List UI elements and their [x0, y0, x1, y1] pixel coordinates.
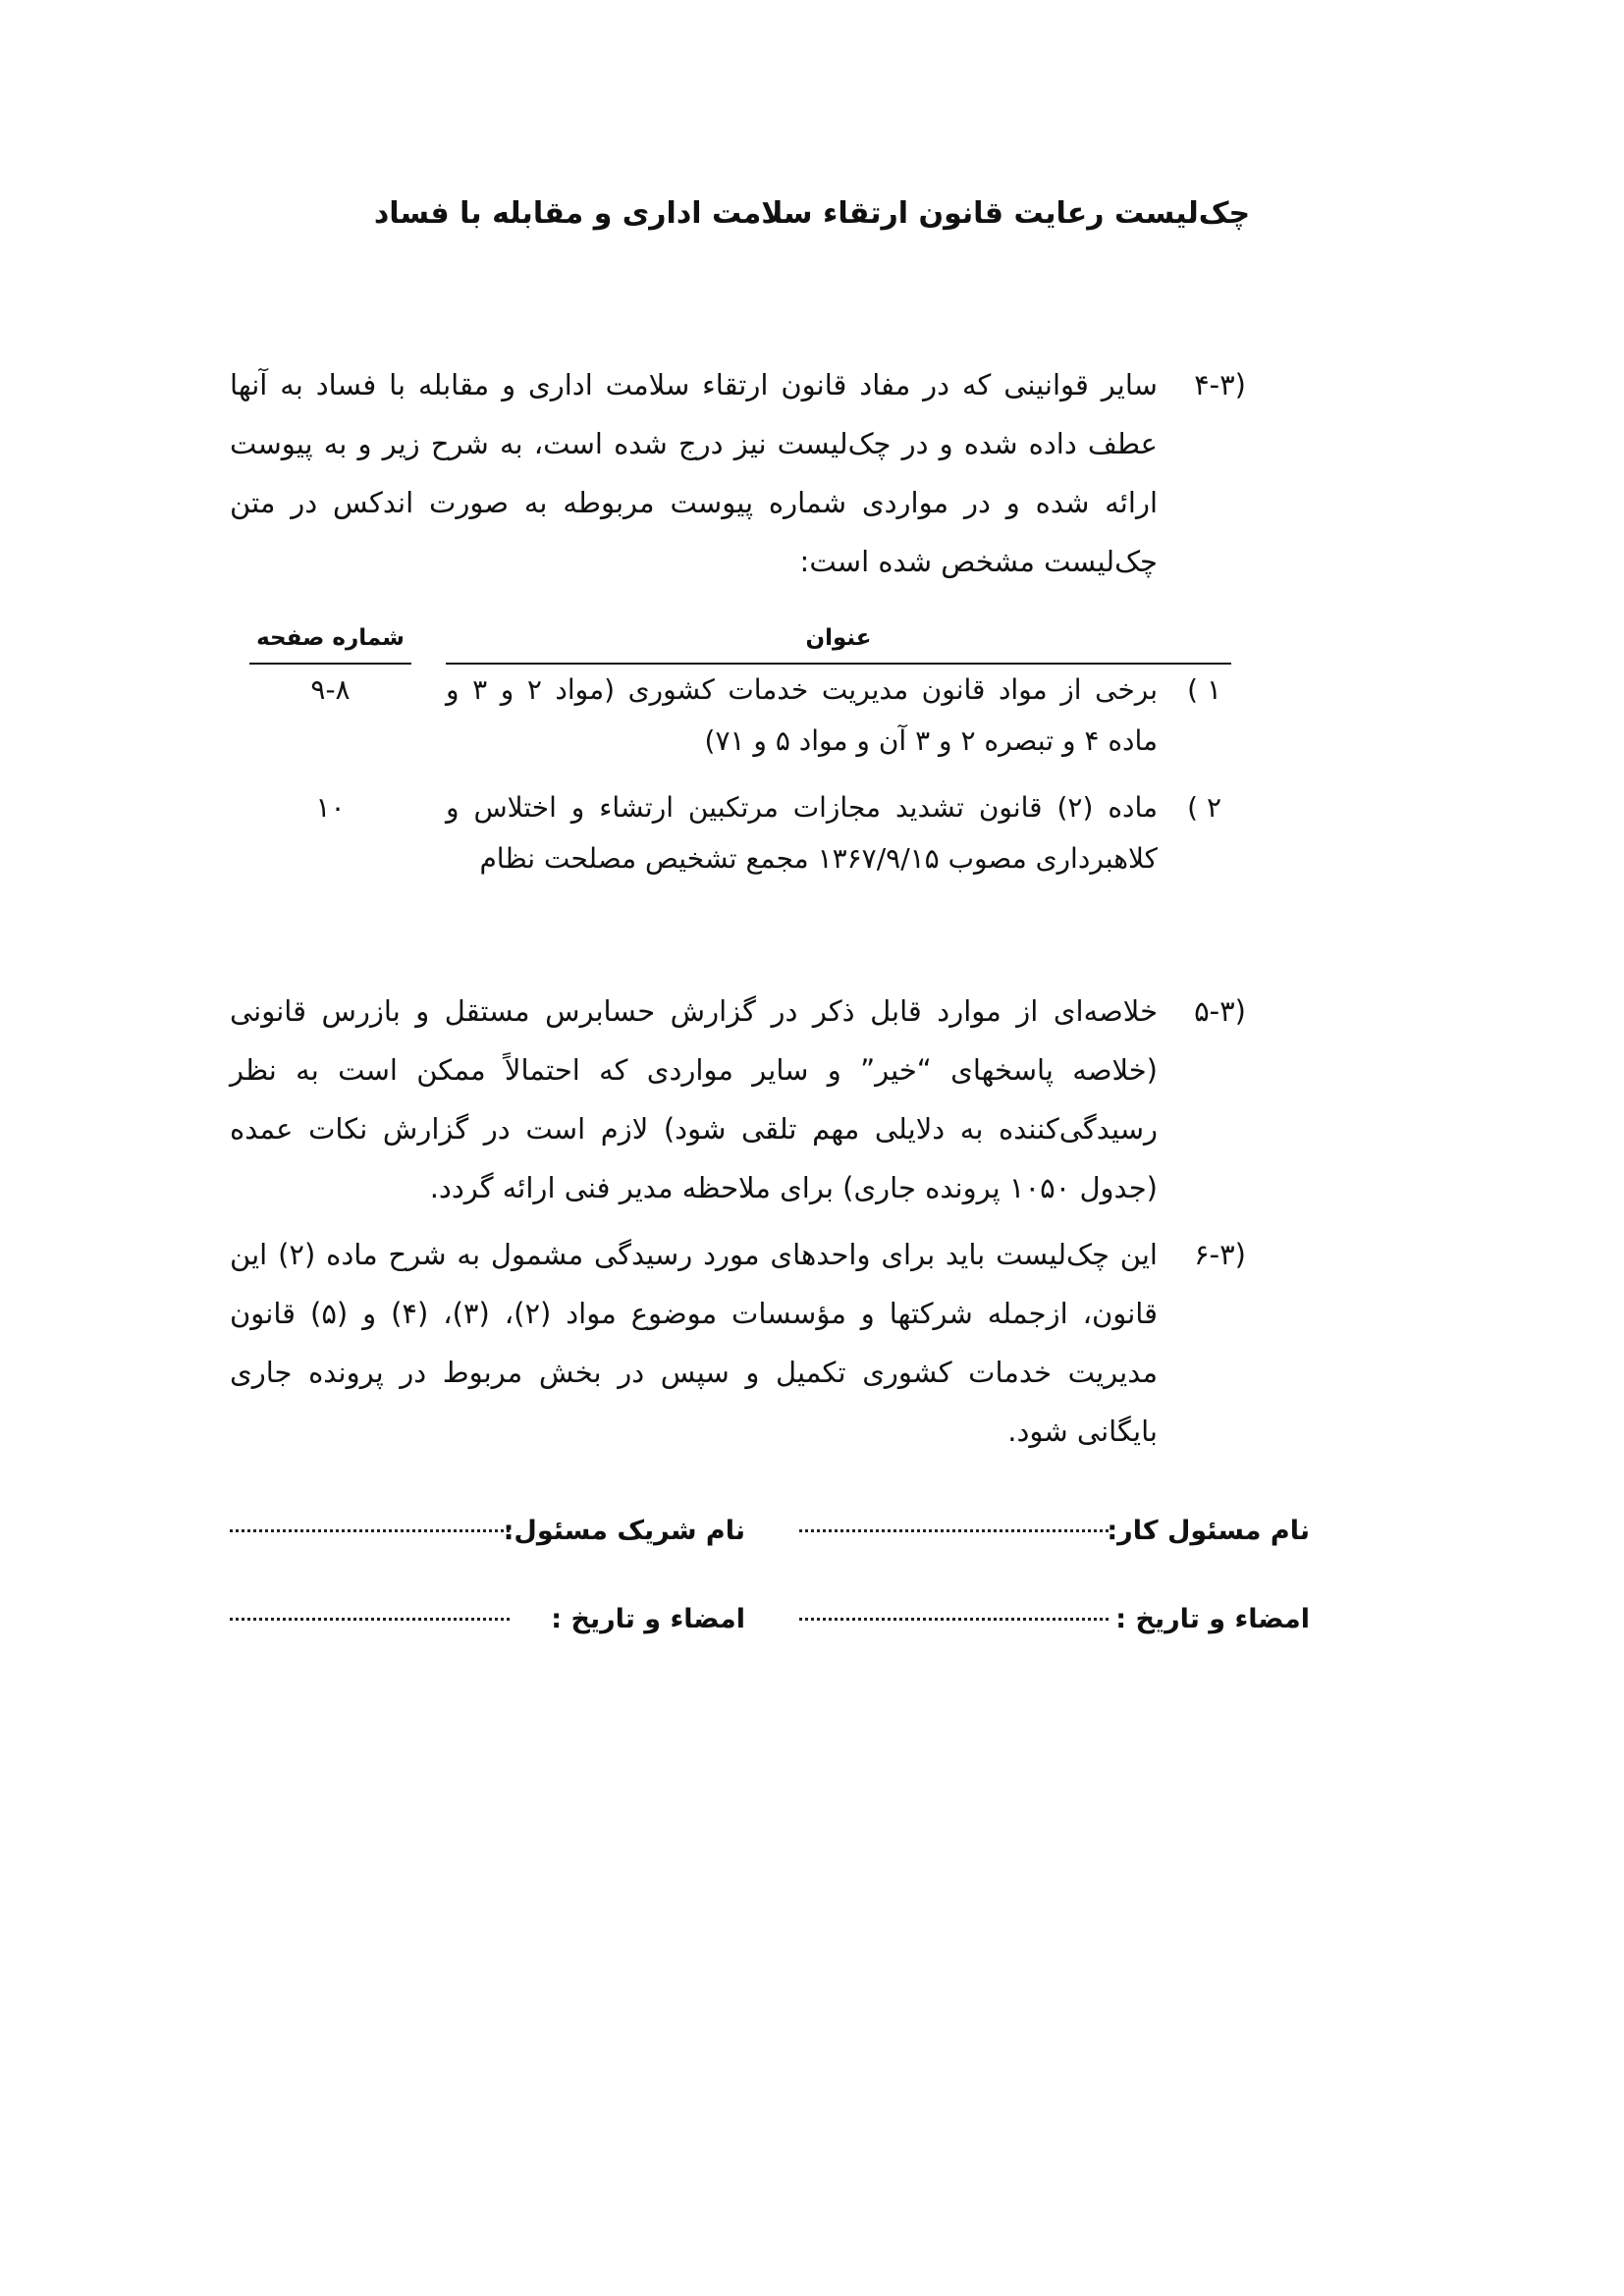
section-number: ۶-۳) [1194, 1238, 1246, 1271]
section-3-5 [230, 982, 1246, 1217]
page-title: چک‌لیست رعایت قانون ارتقاء سلامت اداری و مقابله با فساد [373, 196, 1251, 231]
section-number: ۵-۳) [1194, 994, 1246, 1028]
section-3-6 [230, 1225, 1246, 1461]
partner-name-field[interactable] [230, 1529, 510, 1532]
section-text: خلاصه‌ای از موارد قابل ذکر در گزارش حسابرس مستقل و بازرس قانونی (خلاصه پاسخهای “خیر” و سایر مواردی که احتمالاً ممکن است به نظر رسیدگی‌کننده به دلایلی مهم تلقی شود) لازم است در گزارش نکات عمده (جدول ۱۰۵۰ پرونده جاری) برای ملاحظه مدیر فنی ارائه گردد. [230, 994, 1158, 1204]
signature-row-names [230, 1502, 1310, 1561]
partner-sign-date-field[interactable] [230, 1618, 510, 1621]
row-page: ۹-۸ [310, 673, 351, 706]
row-title: برخی از مواد قانون مدیریت خدمات کشوری (مواد ۲ و ۳ و ماده ۴ و تبصره ۲ و ۳ آن و مواد ۵ و ۷۱) [446, 673, 1159, 757]
section-text: این چک‌لیست باید برای واحدهای مورد رسیدگی مشمول به شرح ماده (۲) این قانون، ازجمله شرکتها و مؤسسات موضوع مواد (۲)، (۳)، (۴) و (۵) قانون مدیریت خدمات کشوری تکمیل و سپس در بخش مربوط در پرونده جاری بایگانی شود. [230, 1238, 1158, 1448]
section-text: سایر قوانینی که در مفاد قانون ارتقاء سلامت اداری و مقابله با فساد به آنها عطف داده شده و در چک‌لیست نیز درج شده است، به شرح زیر و به پیوست ارائه شده و در مواردی شماره پیوست مربوطه به صورت اندکس در متن چک‌لیست مشخص شده است: [230, 368, 1158, 578]
table-header-title: عنوان [446, 614, 1231, 665]
responsible-name-field[interactable] [799, 1529, 1109, 1532]
signature-row-dates [230, 1590, 1310, 1649]
row-number: ۱ ) [1187, 673, 1221, 706]
row-number: ۲ ) [1187, 791, 1221, 824]
section-3-4 [230, 355, 1246, 591]
section-number: ۴-۳) [1194, 368, 1246, 401]
responsible-name-label: نام مسئول کار: [1107, 1516, 1310, 1546]
row-title: ماده (۲) قانون تشدید مجازات مرتکبین ارتشاء و اختلاس و کلاهبرداری مصوب ۱۳۶۷/۹/۱۵ مجمع تشخیص مصلحت نظام [446, 791, 1158, 875]
table-header-page: شماره صفحه [249, 614, 411, 665]
partner-name-label: نام شریک مسئول: [503, 1516, 745, 1546]
row-page: ۱۰ [315, 791, 346, 824]
laws-table [249, 614, 1231, 908]
responsible-sign-date-field[interactable] [799, 1618, 1109, 1621]
partner-sign-date-label: امضاء و تاریخ : [551, 1604, 745, 1634]
responsible-sign-date-label: امضاء و تاریخ : [1115, 1604, 1310, 1634]
